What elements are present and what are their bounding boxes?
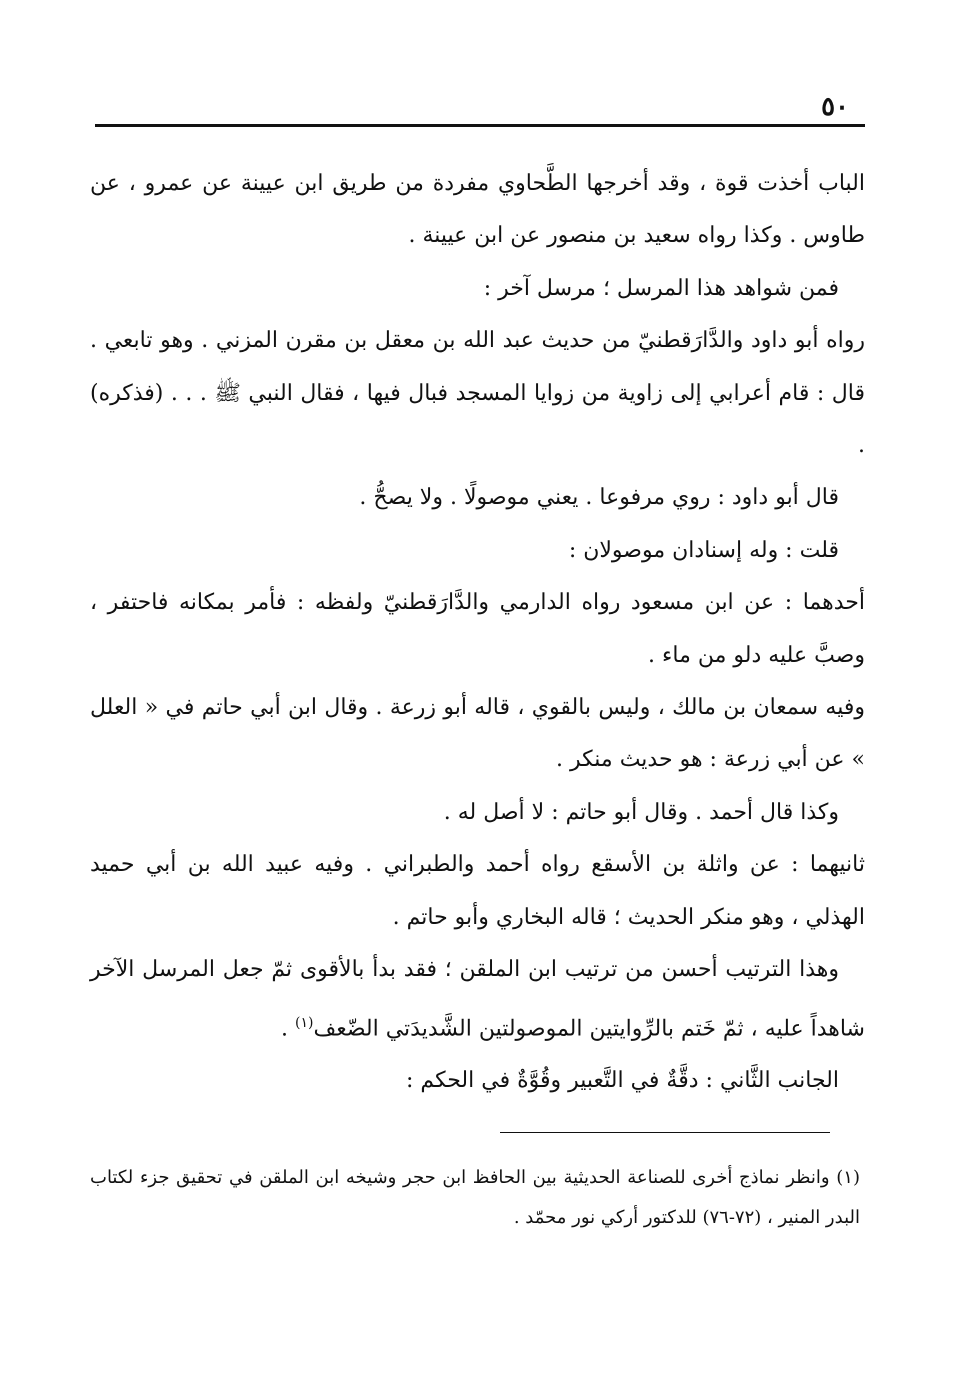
- paragraph-9: ثانيهما : عن واثلة بن الأسقع رواه أحمد والطبراني . وفيه عبيد الله بن أبي حميد الهذلي ، وهو منكر الحديث ؛ قاله البخاري وأبو حاتم .: [90, 852, 865, 930]
- footnote-rule: [500, 1132, 830, 1133]
- header-rule: [95, 124, 865, 127]
- paragraph-10: [90, 944, 865, 1055]
- footnote-marker[interactable]: (١): [294, 1014, 314, 1031]
- paragraph-3: رواه أبو داود والدَّارَقطنيّ من حديث عبد الله بن معقل بن مقرن المزني . وهو تابعي . قال : قام أعرابي إلى زاوية من زوايا المسجد فبال فيها ، فقال النبي ﷺ . . . (فذكره) .: [90, 328, 865, 459]
- paragraph-8: وكذا قال أحمد . وقال أبو حاتم : لا أصل له .: [443, 799, 839, 825]
- paragraph-4: قال أبو داود : روي مرفوعا . يعني موصولًا . ولا يصحُّ .: [359, 485, 839, 511]
- paragraph-5: قلت : وله إسنادان موصولان :: [568, 537, 839, 563]
- page-number: ٥٠: [821, 92, 849, 122]
- paragraph-10-text: وهذا الترتيب أحسن من ترتيب ابن الملقن ؛ فقد بدأ بالأقوى ثمّ جعل المرسل الآخر شاهداً عليه ، ثمّ خَتم بالرِّوايتين الموصولتين الشَّديدَتي الضّعف: [90, 957, 865, 1041]
- paragraph-6: أحدهما : عن ابن مسعود رواه الدارمي والدَّارَقطنيّ ولفظه : فأمر بمكانه فاحتفر ، وصبَّ عليه دلو من ماء .: [90, 590, 865, 668]
- main-text: [90, 158, 865, 1108]
- paragraph-10-end: .: [280, 1015, 295, 1041]
- footnote: (١) وانظر نماذج أخرى للصناعة الحديثية بين الحافظ ابن حجر وشيخه ابن الملقن في تحقيق جزء لكتاب البدر المنير ، (٧٢-٧٦) للدكتور أركي نور محمّد .: [90, 1167, 860, 1228]
- paragraph-11: الجانب الثَّاني : دقَّةٌ في التَّعبير وقُوَّةٌ في الحكم :: [406, 1068, 839, 1094]
- paragraph-2: فمن شواهد هذا المرسل ؛ مرسل آخر :: [483, 275, 839, 301]
- paragraph-7: وفيه سمعان بن مالك ، وليس بالقوي ، قاله أبو زرعة . وقال ابن أبي حاتم في « العلل » عن أبي زرعة : هو حديث منكر .: [90, 695, 865, 773]
- paragraph-1: الباب أخذت قوة ، وقد أخرجها الطَّحاوي مفردة من طريق ابن عيينة عن عمرو ، عن طاوس . وكذا رواه سعيد بن منصور عن ابن عيينة .: [90, 171, 866, 249]
